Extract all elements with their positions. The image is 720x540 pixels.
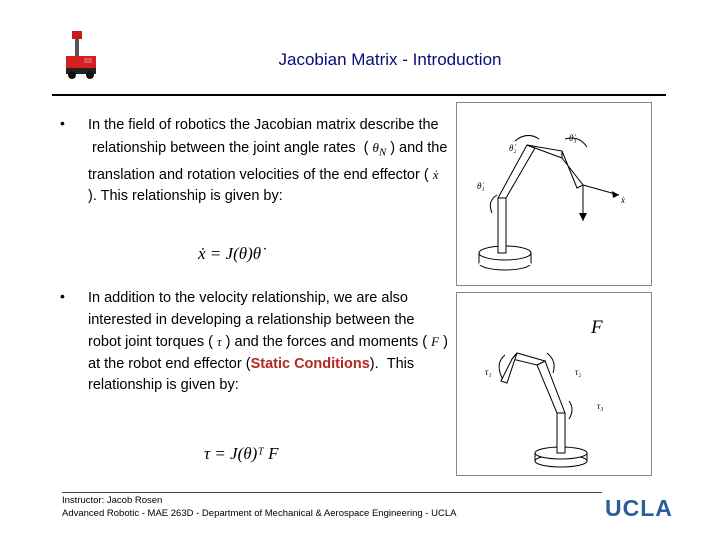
robot-arm-velocity-diagram [457, 103, 651, 285]
end-effector-velocity-label: ẋ [621, 195, 625, 205]
robot-arm-force-diagram [457, 293, 651, 475]
title-divider [52, 94, 666, 96]
slide-title: Jacobian Matrix - Introduction [278, 50, 502, 69]
footer-instructor: Instructor: Jacob Rosen [62, 495, 163, 506]
torque-label: τ₂ [575, 367, 582, 377]
paragraph-static-conditions: In addition to the velocity relationship, we are also interested in developing a relationship between the robot joint torques ( τ ) and the forces and moments ( F ) at the robot end effector (Static Conditions). This relationship is given by: [88, 290, 448, 394]
footer [62, 494, 456, 520]
joint-rate-label: θ̇₂ [509, 143, 517, 153]
force-label: F [591, 317, 603, 338]
bullet-marker: • [60, 288, 65, 304]
footer-divider [62, 492, 602, 493]
torque-label: τ₃ [597, 401, 604, 411]
torque-label: τ₁ [485, 367, 492, 377]
robot-icon [58, 28, 108, 88]
robot-arm-force-figure [456, 292, 652, 476]
torque-equation: τ = J(θ)ᵀ F [204, 444, 279, 463]
robot-arm-velocity-figure [456, 102, 652, 286]
bullet-marker: • [60, 115, 65, 131]
joint-rate-label: θ̇₁ [477, 181, 485, 191]
joint-rate-label: θ̇₃ [569, 133, 577, 143]
ucla-logo: UCLA [605, 495, 673, 521]
velocity-equation: ẋ = J(θ)θ̇ [198, 244, 262, 263]
paragraph-jacobian-intro: In the field of robotics the Jacobian matrix describe the relationship between the joint angle rates ( $\theta_N$ ) and the translation and rotation velocities of the end effector ( ẋ ). This relationship is given by: [88, 117, 448, 205]
footer-course: Advanced Robotic - MAE 263D - Department of Mechanical & Aerospace Engineering - UCLA [62, 508, 457, 519]
